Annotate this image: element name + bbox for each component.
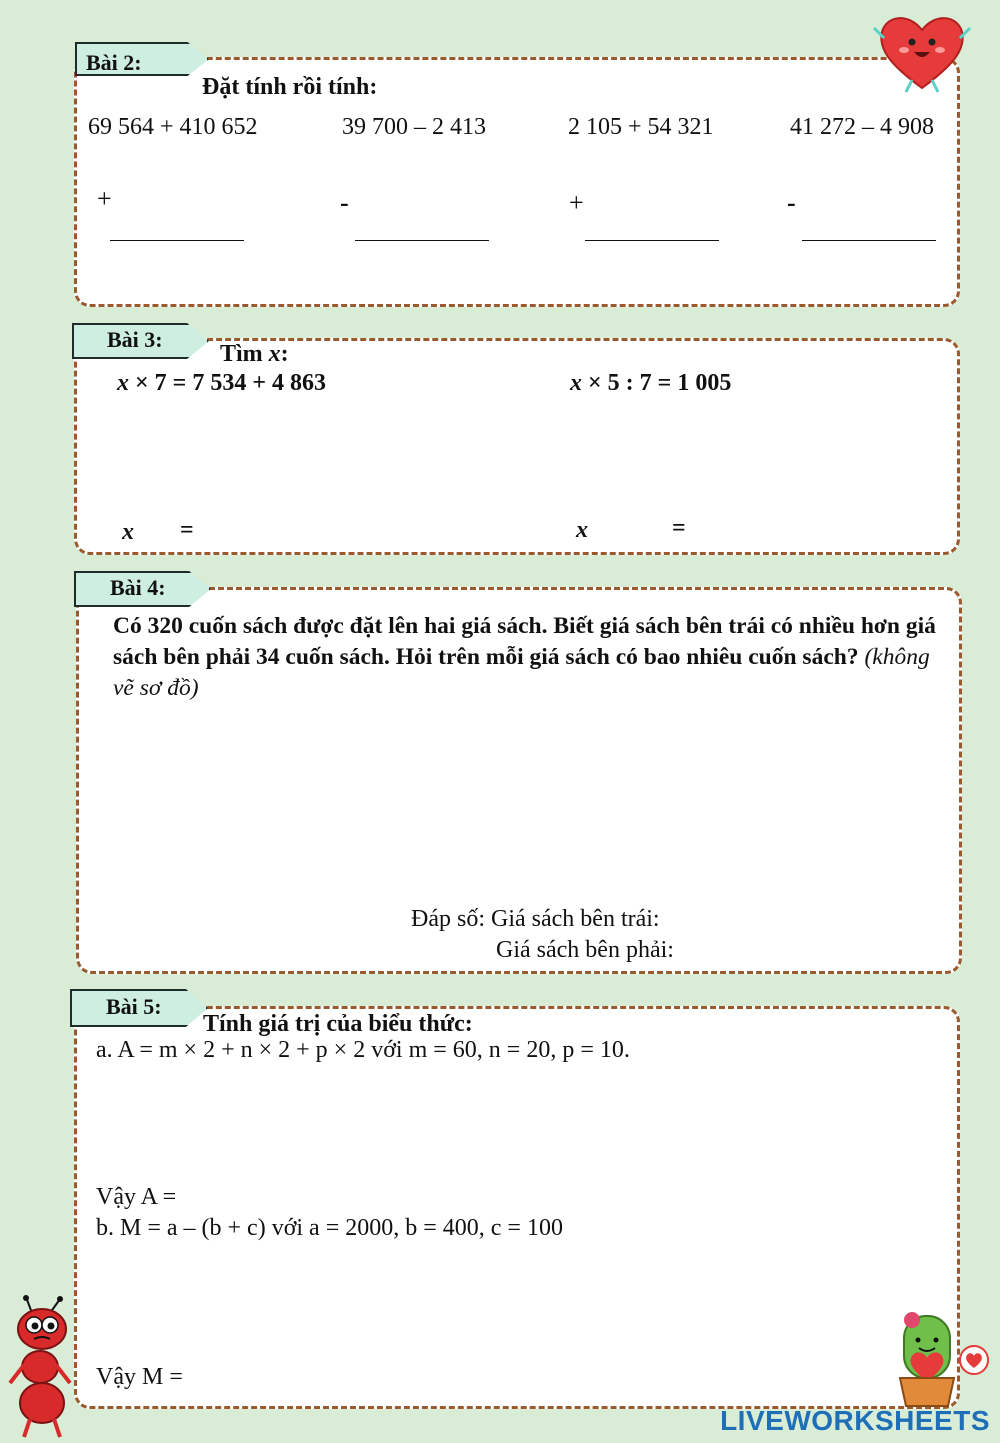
bai4-answer-line-2[interactable]: Giá sách bên phải:: [496, 937, 674, 963]
bai5-box: [74, 1006, 960, 1409]
bai2-op-3: +: [569, 188, 584, 217]
bai2-problem-2: 39 700 – 2 413: [342, 114, 486, 140]
bai5-result-a[interactable]: Vậy A =: [96, 1184, 177, 1210]
bai3-label: Bài 3:: [107, 327, 163, 352]
bai4-answer-line-1[interactable]: Đáp số: Giá sách bên trái:: [411, 906, 660, 932]
bai2-op-4: -: [787, 188, 796, 217]
liveworksheets-logo: LIVEWORKSHEETS: [720, 1405, 990, 1436]
bai5-result-m[interactable]: Vậy M =: [96, 1364, 183, 1390]
bai2-problem-1: 69 564 + 410 652: [88, 114, 258, 140]
bai2-answer-line-2[interactable]: [355, 240, 489, 241]
bai2-answer-line-3[interactable]: [585, 240, 719, 241]
bai3-answer-eq-2[interactable]: =: [672, 515, 686, 541]
bai2-problem-3: 2 105 + 54 321: [568, 114, 714, 140]
bai3-answer-eq-1[interactable]: =: [180, 517, 194, 543]
bai5-part-b: b. M = a – (b + c) với a = 2000, b = 400, c = 100: [96, 1215, 563, 1241]
bai2-answer-line-1[interactable]: [110, 240, 244, 241]
heart-sticker-icon: [872, 8, 972, 94]
ant-sticker-icon: [6, 1295, 78, 1440]
bai5-part-a: a. A = m × 2 + n × 2 + p × 2 với m = 60, n = 20, p = 10.: [96, 1037, 630, 1063]
bai3-instruction: Tìm x:: [220, 341, 289, 367]
bai2-op-2: -: [340, 188, 349, 217]
bai2-instruction: Đặt tính rồi tính:: [202, 74, 378, 100]
cactus-sticker-icon: [882, 1310, 994, 1410]
bai2-op-1: +: [97, 184, 112, 213]
bai2-answer-line-4[interactable]: [802, 240, 936, 241]
bai3-answer-var-1: x: [122, 519, 134, 545]
bai5-label: Bài 5:: [106, 994, 162, 1019]
bai4-problem: Có 320 cuốn sách được đặt lên hai giá sách. Biết giá sách bên trái có nhiều hơn giá sách bên phải 34 cuốn sách. Hỏi trên mỗi giá sách có bao nhiêu cuốn sách? (không vẽ sơ đồ): [113, 613, 936, 701]
bai3-equation-2: x × 5 : 7 = 1 005: [570, 370, 732, 396]
bai2-problem-4: 41 272 – 4 908: [790, 114, 934, 140]
bai3-answer-var-2: x: [576, 517, 588, 543]
bai5-instruction: Tính giá trị của biểu thức:: [203, 1011, 473, 1037]
bai3-equation-1: x × 7 = 7 534 + 4 863: [117, 370, 327, 396]
bai4-label: Bài 4:: [110, 575, 166, 600]
bai2-label: Bài 2:: [86, 50, 142, 75]
